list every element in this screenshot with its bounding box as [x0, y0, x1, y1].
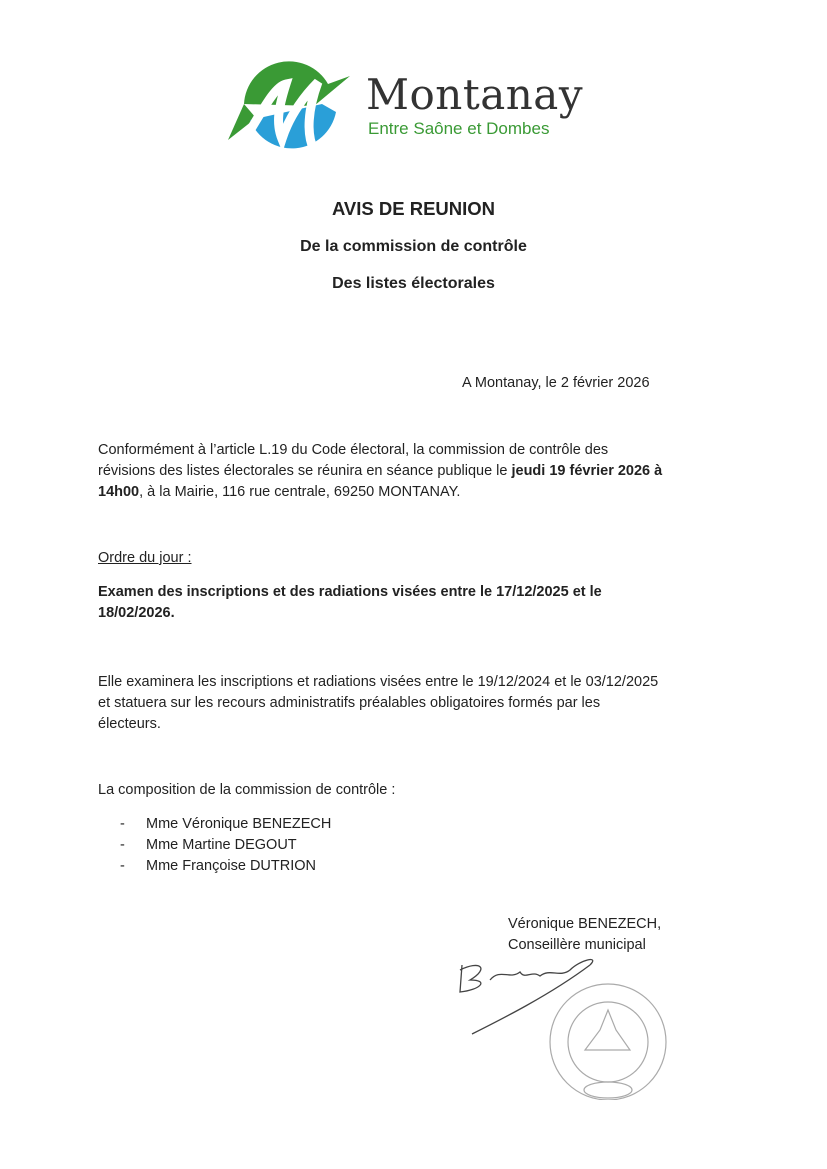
composition-label: La composition de la commission de contrôle : [98, 782, 396, 798]
agenda-line: Examen des inscriptions et des radiations visées entre le 17/12/2025 et le [98, 584, 602, 600]
date-line: A Montanay, le 2 février 2026 [462, 375, 650, 391]
text: , à la Mairie, 116 rue centrale, 69250 MONTANAY. [139, 484, 461, 500]
member-name: Mme Françoise DUTRION [146, 858, 316, 874]
signatory-name: Véronique BENEZECH, [508, 916, 662, 932]
list-item: - Mme Martine DEGOUT [120, 837, 297, 853]
agenda-label: Ordre du jour : [98, 550, 192, 566]
intro-line [98, 461, 662, 482]
logo-name: Montanay [366, 70, 584, 119]
text: révisions des listes électorales se réunira en séance publique le [98, 463, 512, 479]
review-line: électeurs. [98, 716, 161, 732]
agenda-line: 18/02/2026. [98, 605, 175, 621]
signature-and-stamp-icon [440, 950, 680, 1100]
signatory-role: Conseillère municipal [508, 937, 646, 953]
list-item: - Mme Françoise DUTRION [120, 858, 316, 874]
meeting-date: jeudi 19 février 2026 à [511, 463, 663, 479]
intro-paragraph [98, 440, 662, 503]
review-line: Elle examinera les inscriptions et radiations visées entre le 19/12/2024 et le 03/12/2025 [98, 674, 659, 690]
page-title: AVIS DE REUNION [331, 198, 496, 219]
intro-line [98, 482, 662, 503]
logo-mark-icon [226, 54, 356, 158]
subtitle-2: Des listes électorales [332, 275, 495, 292]
meeting-time: 14h00 [98, 484, 140, 500]
list-item: - Mme Véronique BENEZECH [120, 816, 332, 832]
member-name: Mme Martine DEGOUT [146, 837, 297, 853]
subtitle-1: De la commission de contrôle [300, 238, 527, 255]
member-list [120, 814, 331, 877]
review-paragraph [98, 672, 658, 735]
agenda-text [98, 582, 602, 624]
logo-tagline: Entre Saône et Dombes [368, 119, 550, 138]
review-line: et statuera sur les recours administratifs préalables obligatoires formés par les [98, 695, 601, 711]
member-name: Mme Véronique BENEZECH [146, 816, 332, 832]
intro-line: Conformément à l’article L.19 du Code électoral, la commission de contrôle des [98, 442, 609, 458]
